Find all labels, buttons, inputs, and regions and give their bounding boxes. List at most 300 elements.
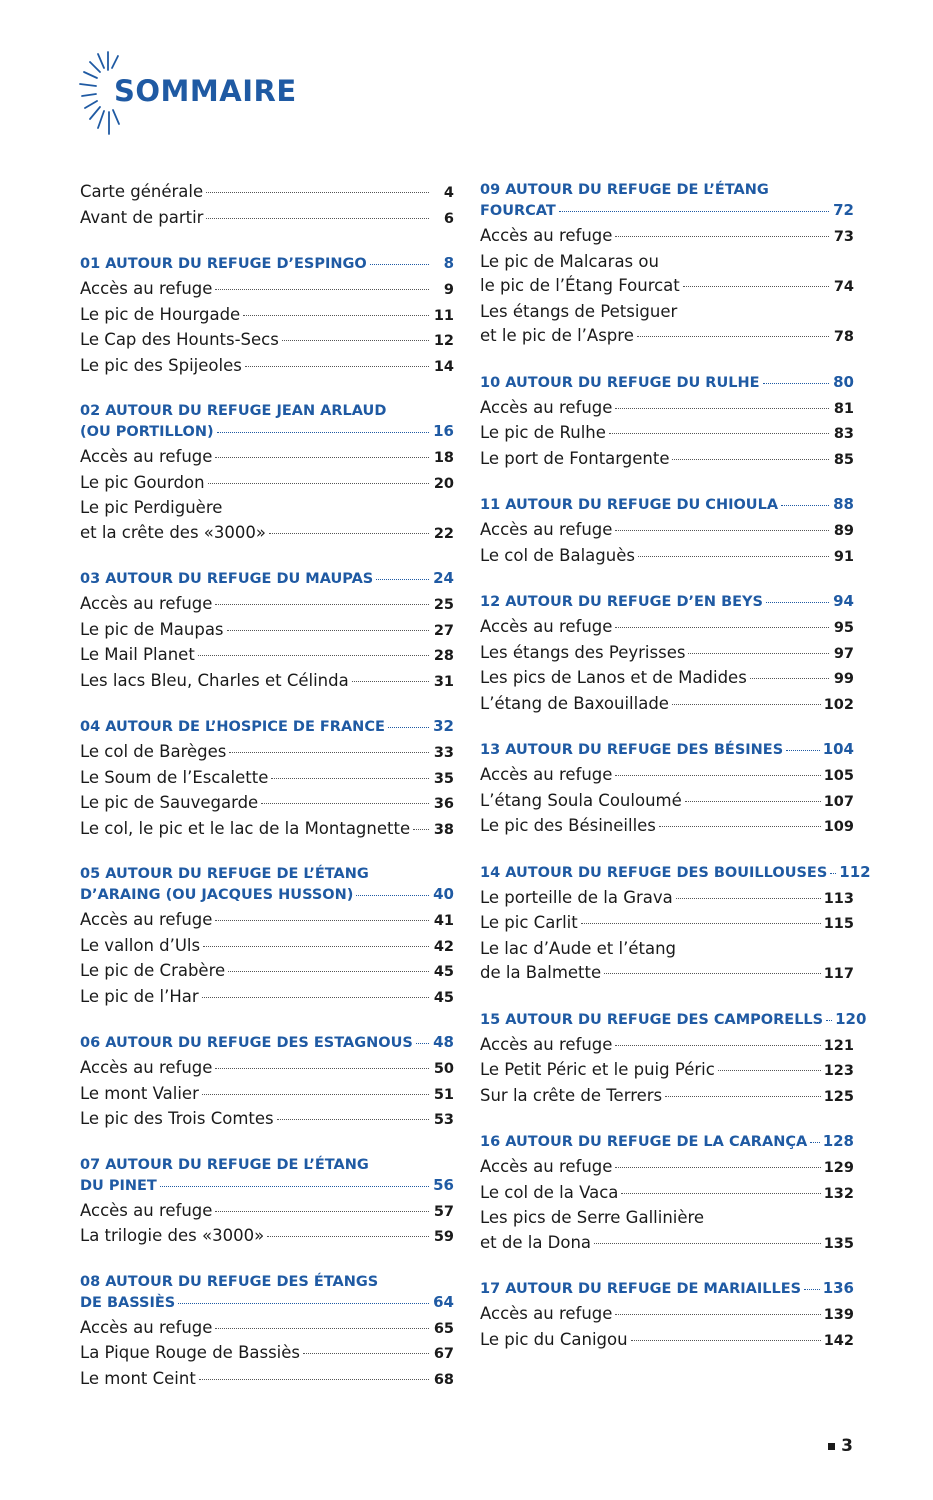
toc-entry[interactable] bbox=[480, 641, 854, 667]
dot-leader bbox=[199, 1379, 429, 1380]
toc-page-number: 35 bbox=[433, 770, 454, 787]
toc-page-number: 80 bbox=[833, 372, 854, 391]
toc-page-number: 91 bbox=[833, 548, 854, 565]
toc-entry-label: Le pic Carlit bbox=[480, 913, 578, 932]
toc-page-number: 24 bbox=[433, 569, 454, 587]
toc-entry[interactable] bbox=[480, 447, 854, 473]
square-bullet-icon bbox=[828, 1443, 835, 1450]
toc-entry-label: DE BASSIÈS bbox=[80, 1294, 176, 1311]
toc-entry[interactable] bbox=[480, 300, 854, 350]
toc-page-number: 104 bbox=[822, 740, 854, 758]
toc-entry-label: 03 AUTOUR DU REFUGE DU MAUPAS bbox=[80, 571, 374, 587]
toc-entry-label: Accès au refuge bbox=[480, 1157, 613, 1176]
toc-entry[interactable] bbox=[480, 1155, 854, 1181]
dot-leader bbox=[282, 340, 429, 341]
toc-page-number: 81 bbox=[833, 400, 854, 417]
toc-page-number: 72 bbox=[833, 201, 854, 219]
toc-page-number: 68 bbox=[433, 1371, 454, 1388]
dot-leader bbox=[672, 704, 821, 705]
toc-section bbox=[480, 1009, 867, 1110]
toc-entry[interactable] bbox=[80, 303, 454, 329]
dot-leader bbox=[786, 750, 820, 751]
toc-page-number: 112 bbox=[839, 862, 871, 881]
toc-entry[interactable] bbox=[480, 396, 854, 422]
toc-section-heading[interactable] bbox=[80, 864, 454, 905]
dot-leader bbox=[261, 803, 429, 804]
toc-entry-label: L’étang de Baxouillade bbox=[480, 693, 669, 713]
toc-entry-label-line1: Les étangs de Petsiguer bbox=[480, 301, 678, 321]
toc-page-number: 42 bbox=[433, 938, 454, 955]
toc-entry-label: Le port de Fontargente bbox=[480, 448, 670, 468]
toc-page-number: 8 bbox=[443, 254, 454, 272]
toc-entry-label: 01 AUTOUR DU REFUGE D’ESPINGO bbox=[80, 256, 367, 272]
toc-entry-label: Accès au refuge bbox=[80, 447, 213, 466]
toc-page-number: 45 bbox=[433, 964, 454, 980]
toc-page-number: 59 bbox=[433, 1229, 454, 1245]
toc-entry-label: La trilogie des «3000» bbox=[80, 1226, 265, 1245]
toc-page-number: 88 bbox=[833, 495, 854, 513]
dot-leader bbox=[615, 236, 829, 237]
toc-entry[interactable] bbox=[80, 1367, 454, 1393]
toc-page-number: 31 bbox=[433, 673, 454, 690]
toc-page-number: 45 bbox=[433, 989, 454, 1006]
toc-right-column bbox=[480, 180, 871, 1375]
toc-entry-label: Les pics de Lanos et de Madides bbox=[480, 668, 747, 687]
toc-entry[interactable] bbox=[80, 1056, 454, 1082]
toc-entry-label: Le porteille de la Grava bbox=[480, 887, 673, 907]
toc-entry[interactable] bbox=[480, 814, 854, 840]
toc-entry-label: Carte générale bbox=[80, 182, 204, 201]
dot-leader bbox=[810, 1142, 819, 1143]
dot-leader bbox=[370, 264, 429, 265]
dot-leader bbox=[604, 973, 821, 974]
toc-entry[interactable] bbox=[480, 1181, 854, 1207]
toc-section-heading[interactable] bbox=[80, 1272, 454, 1313]
page-footer bbox=[828, 1436, 853, 1456]
page-title: SOMMAIRE bbox=[114, 74, 297, 108]
toc-entry[interactable] bbox=[80, 206, 454, 232]
toc-entry-label: et le pic de l’Aspre bbox=[480, 326, 634, 345]
toc-section bbox=[80, 864, 454, 1010]
toc-section bbox=[480, 1278, 854, 1353]
toc-section-heading[interactable] bbox=[80, 568, 454, 589]
toc-section bbox=[80, 180, 454, 231]
toc-entry-label: Accès au refuge bbox=[480, 1034, 613, 1054]
toc-entry-label: Le col de la Vaca bbox=[480, 1182, 619, 1202]
dot-leader bbox=[766, 602, 829, 603]
toc-entry[interactable] bbox=[80, 618, 454, 644]
toc-page-number: 33 bbox=[433, 745, 454, 761]
toc-entry[interactable] bbox=[80, 180, 454, 206]
dot-leader bbox=[271, 778, 429, 779]
dot-leader bbox=[638, 556, 829, 557]
toc-entry[interactable] bbox=[480, 544, 854, 570]
dot-leader bbox=[217, 432, 429, 433]
toc-entry-label: Accès au refuge bbox=[480, 1304, 613, 1323]
toc-entry[interactable] bbox=[480, 692, 854, 718]
toc-entry-label: Accès au refuge bbox=[80, 1200, 213, 1220]
toc-entry-label-line1: 05 AUTOUR DU REFUGE DE L’ÉTANG bbox=[80, 866, 369, 882]
toc-entry-label: 06 AUTOUR DU REFUGE DES ESTAGNOUS bbox=[80, 1035, 413, 1051]
toc-entry-label: Le mont Ceint bbox=[80, 1368, 196, 1388]
dot-leader bbox=[227, 630, 429, 631]
title-block bbox=[78, 48, 318, 144]
dot-leader bbox=[215, 604, 429, 605]
toc-section bbox=[80, 253, 454, 379]
toc-page-number: 53 bbox=[433, 1112, 454, 1128]
toc-entry-label: et de la Dona bbox=[480, 1232, 592, 1252]
toc-entry-label: Accès au refuge bbox=[480, 520, 613, 539]
dot-leader bbox=[245, 366, 429, 367]
toc-entry-label: Accès au refuge bbox=[80, 910, 213, 929]
toc-entry[interactable] bbox=[80, 277, 454, 303]
toc-page-number: 142 bbox=[823, 1332, 854, 1349]
toc-entry[interactable] bbox=[480, 1302, 854, 1328]
toc-entry-label: Sur la crête de Terrers bbox=[480, 1085, 663, 1105]
dot-leader bbox=[594, 1243, 821, 1244]
toc-section-heading[interactable] bbox=[480, 372, 854, 393]
toc-left-column bbox=[80, 180, 454, 1414]
toc-entry[interactable] bbox=[480, 937, 854, 987]
toc-entry-label: Accès au refuge bbox=[480, 226, 613, 245]
toc-entry[interactable] bbox=[480, 666, 854, 692]
toc-entry-label: Le pic Gourdon bbox=[80, 472, 205, 492]
toc-entry[interactable] bbox=[80, 471, 454, 497]
toc-section bbox=[480, 494, 854, 569]
toc-page-number: 97 bbox=[833, 645, 854, 662]
dot-leader bbox=[615, 1167, 820, 1168]
dot-leader bbox=[676, 898, 821, 899]
toc-entry[interactable] bbox=[480, 518, 854, 544]
toc-section bbox=[480, 180, 854, 350]
dot-leader bbox=[416, 1043, 429, 1044]
toc-entry-label: Accès au refuge bbox=[80, 279, 213, 298]
dot-leader bbox=[763, 383, 829, 384]
dot-leader bbox=[206, 192, 429, 193]
dot-leader bbox=[303, 1353, 429, 1354]
dot-leader bbox=[178, 1303, 429, 1304]
toc-entry-label: Accès au refuge bbox=[80, 594, 213, 613]
toc-page-number: 121 bbox=[823, 1037, 854, 1054]
toc-entry[interactable] bbox=[80, 908, 454, 934]
toc-entry[interactable] bbox=[80, 328, 454, 354]
toc-section bbox=[480, 862, 871, 987]
toc-page-number: 117 bbox=[823, 966, 854, 982]
toc-page-number: 12 bbox=[433, 333, 454, 349]
toc-entry[interactable] bbox=[480, 224, 854, 250]
dot-leader bbox=[615, 1314, 820, 1315]
toc-page-number: 22 bbox=[433, 525, 454, 542]
toc-entry[interactable] bbox=[80, 1224, 454, 1250]
toc-page-number: 38 bbox=[433, 821, 454, 838]
toc-section-heading[interactable] bbox=[480, 1278, 854, 1299]
toc-page-number: 64 bbox=[433, 1292, 454, 1311]
toc-entry-label: Avant de partir bbox=[80, 207, 204, 227]
dot-leader bbox=[215, 457, 429, 458]
toc-entry-label: Accès au refuge bbox=[480, 397, 613, 417]
toc-entry[interactable] bbox=[80, 592, 454, 618]
toc-entry-label: 04 AUTOUR DE L’HOSPICE DE FRANCE bbox=[80, 719, 385, 735]
toc-page-number: 123 bbox=[823, 1063, 854, 1079]
toc-section-heading[interactable] bbox=[480, 494, 854, 515]
toc-entry-label: Le pic de Hourgade bbox=[80, 304, 241, 324]
toc-page-number: 109 bbox=[823, 819, 854, 835]
toc-entry-label: Le col, le pic et le lac de la Montagnette bbox=[80, 818, 411, 838]
toc-page-number: 89 bbox=[833, 523, 854, 539]
toc-page-number: 105 bbox=[823, 768, 854, 784]
toc-entry[interactable] bbox=[80, 1341, 454, 1367]
dot-leader bbox=[208, 483, 429, 484]
toc-entry[interactable] bbox=[80, 791, 454, 817]
toc-page-number: 50 bbox=[433, 1061, 454, 1077]
toc-page-number: 36 bbox=[433, 796, 454, 812]
toc-entry[interactable] bbox=[80, 934, 454, 960]
dot-leader bbox=[781, 505, 829, 506]
toc-entry[interactable] bbox=[480, 1206, 854, 1256]
toc-entry-label: 13 AUTOUR DU REFUGE DES BÉSINES bbox=[480, 742, 784, 758]
toc-page-number: 78 bbox=[833, 329, 854, 345]
toc-entry-label: Le Cap des Hounts-Secs bbox=[80, 330, 279, 349]
toc-entry[interactable] bbox=[80, 1107, 454, 1133]
toc-entry[interactable] bbox=[80, 643, 454, 669]
toc-page-number: 85 bbox=[833, 451, 854, 468]
toc-section-heading[interactable] bbox=[480, 1131, 854, 1152]
dot-leader bbox=[277, 1119, 429, 1120]
toc-entry-label: Le Petit Péric et le puig Péric bbox=[480, 1060, 715, 1079]
toc-entry[interactable] bbox=[80, 1082, 454, 1108]
toc-page-number: 51 bbox=[433, 1086, 454, 1103]
dot-leader bbox=[615, 627, 829, 628]
toc-entry[interactable] bbox=[480, 250, 854, 300]
toc-page-number: 16 bbox=[433, 422, 454, 440]
toc-entry-label: 12 AUTOUR DU REFUGE D’EN BEYS bbox=[480, 594, 763, 610]
toc-entry[interactable] bbox=[80, 445, 454, 471]
dot-leader bbox=[750, 678, 829, 679]
dot-leader bbox=[672, 459, 829, 460]
dot-leader bbox=[581, 923, 821, 924]
toc-entry-label: Le vallon d’Uls bbox=[80, 935, 201, 955]
dot-leader bbox=[203, 946, 429, 947]
toc-page-number: 129 bbox=[823, 1160, 854, 1176]
toc-page-number: 65 bbox=[433, 1320, 454, 1337]
toc-page-number: 113 bbox=[823, 890, 854, 907]
toc-entry[interactable] bbox=[80, 1199, 454, 1225]
toc-entry-label-line1: Les pics de Serre Gallinière bbox=[480, 1208, 705, 1227]
toc-page-number: 28 bbox=[433, 648, 454, 664]
toc-entry-label: La Pique Rouge de Bassiès bbox=[80, 1343, 301, 1362]
dot-leader bbox=[826, 1020, 832, 1021]
toc-entry[interactable] bbox=[480, 763, 854, 789]
toc-page-number: 9 bbox=[443, 282, 454, 298]
toc-section-heading[interactable] bbox=[480, 591, 854, 612]
toc-entry-label: Le pic de Crabère bbox=[80, 961, 226, 980]
dot-leader bbox=[215, 1068, 429, 1069]
toc-entry[interactable] bbox=[80, 496, 454, 546]
toc-page-number: 139 bbox=[823, 1307, 854, 1323]
toc-page-number: 4 bbox=[443, 185, 454, 201]
dot-leader bbox=[631, 1340, 821, 1341]
toc-page-number: 27 bbox=[433, 622, 454, 639]
toc-section bbox=[480, 739, 854, 840]
dot-leader bbox=[830, 873, 836, 874]
toc-section-heading[interactable] bbox=[480, 180, 854, 221]
toc-page-number: 120 bbox=[835, 1009, 867, 1028]
toc-page-number: 25 bbox=[433, 597, 454, 613]
toc-section-heading[interactable] bbox=[80, 253, 454, 274]
toc-entry-label: DU PINET bbox=[80, 1177, 157, 1194]
toc-entry-label: 11 AUTOUR DU REFUGE DU CHIOULA bbox=[480, 497, 779, 513]
toc-page-number: 94 bbox=[833, 592, 854, 610]
toc-entry-label: Accès au refuge bbox=[480, 765, 613, 784]
toc-entry[interactable] bbox=[480, 421, 854, 447]
toc-entry[interactable] bbox=[480, 1033, 854, 1059]
dot-leader bbox=[609, 433, 829, 434]
toc-page-number: 83 bbox=[833, 426, 854, 442]
toc-entry-label: Le pic des Trois Comtes bbox=[80, 1109, 274, 1128]
toc-page-number: 73 bbox=[833, 229, 854, 245]
toc-entry[interactable] bbox=[80, 817, 454, 843]
toc-page-number: 74 bbox=[833, 279, 854, 295]
dot-leader bbox=[356, 895, 429, 896]
toc-section bbox=[480, 372, 854, 473]
toc-section bbox=[80, 568, 454, 694]
dot-leader bbox=[615, 775, 820, 776]
toc-section bbox=[80, 716, 454, 842]
toc-section bbox=[480, 591, 854, 717]
toc-entry-label-line1: 07 AUTOUR DU REFUGE DE L’ÉTANG bbox=[80, 1156, 369, 1173]
toc-entry-label: 14 AUTOUR DU REFUGE DES BOUILLOUSES bbox=[480, 864, 828, 881]
toc-section-heading[interactable] bbox=[480, 739, 854, 760]
dot-leader bbox=[665, 1096, 821, 1097]
dot-leader bbox=[352, 681, 429, 682]
dot-leader bbox=[228, 971, 429, 972]
dot-leader bbox=[659, 826, 821, 827]
toc-page-number: 128 bbox=[822, 1132, 854, 1150]
toc-page-number: 20 bbox=[433, 475, 454, 492]
toc-entry[interactable] bbox=[480, 1058, 854, 1084]
toc-entry-label: 17 AUTOUR DU REFUGE DE MARIAILLES bbox=[480, 1281, 802, 1297]
toc-entry[interactable] bbox=[80, 1316, 454, 1342]
toc-entry-label: de la Balmette bbox=[480, 963, 602, 982]
toc-entry[interactable] bbox=[480, 1328, 854, 1354]
toc-page-number: 48 bbox=[433, 1033, 454, 1051]
dot-leader bbox=[688, 653, 829, 654]
toc-entry[interactable] bbox=[480, 1084, 854, 1110]
dot-leader bbox=[615, 1045, 820, 1046]
toc-entry-label-line1: 02 AUTOUR DU REFUGE JEAN ARLAUD bbox=[80, 403, 387, 419]
toc-entry[interactable] bbox=[80, 354, 454, 380]
toc-entry[interactable] bbox=[80, 985, 454, 1011]
toc-section bbox=[80, 1272, 454, 1393]
toc-entry-label: Le col de Balaguès bbox=[480, 545, 635, 565]
toc-section-heading[interactable] bbox=[80, 1155, 454, 1196]
toc-section-heading[interactable] bbox=[480, 862, 871, 883]
toc-entry-label: D’ARAING (OU JACQUES HUSSON) bbox=[80, 887, 354, 903]
toc-section bbox=[480, 1131, 854, 1256]
toc-section bbox=[80, 1155, 454, 1250]
dot-leader bbox=[376, 579, 429, 580]
toc-page-number: 135 bbox=[823, 1235, 854, 1252]
dot-leader bbox=[206, 218, 429, 219]
dot-leader bbox=[267, 1236, 429, 1237]
toc-entry-label: Le pic de l’Har bbox=[80, 986, 199, 1006]
toc-entry-label: 15 AUTOUR DU REFUGE DES CAMPORELLS bbox=[480, 1011, 824, 1028]
toc-section bbox=[80, 401, 454, 546]
toc-page-number: 41 bbox=[433, 913, 454, 929]
dot-leader bbox=[202, 1094, 429, 1095]
toc-page-number: 57 bbox=[433, 1203, 454, 1220]
toc-entry-label: Le col de Barèges bbox=[80, 742, 227, 761]
toc-section-heading[interactable] bbox=[80, 1032, 454, 1053]
toc-page-number: 102 bbox=[823, 696, 854, 713]
toc-entry-label: Les lacs Bleu, Charles et Célinda bbox=[80, 670, 349, 690]
toc-page-number: 107 bbox=[823, 793, 854, 810]
toc-page-number: 6 bbox=[443, 210, 454, 227]
toc-entry-label: FOURCAT bbox=[480, 203, 556, 219]
dot-leader bbox=[683, 286, 829, 287]
dot-leader bbox=[685, 801, 821, 802]
toc-entry[interactable] bbox=[480, 886, 854, 912]
toc-page-number: 125 bbox=[823, 1088, 854, 1105]
toc-entry-label: Accès au refuge bbox=[80, 1317, 213, 1337]
toc-entry-label-line1: Le pic de Malcaras ou bbox=[480, 251, 659, 271]
toc-entry[interactable] bbox=[480, 615, 854, 641]
toc-entry-label: Le pic de Sauvegarde bbox=[80, 793, 259, 812]
dot-leader bbox=[637, 336, 829, 337]
dot-leader bbox=[215, 1211, 429, 1212]
dot-leader bbox=[621, 1193, 820, 1194]
dot-leader bbox=[615, 408, 829, 409]
toc-section-heading[interactable] bbox=[480, 1009, 867, 1030]
toc-page-number: 99 bbox=[833, 671, 854, 687]
dot-leader bbox=[202, 997, 429, 998]
toc-section-heading[interactable] bbox=[80, 401, 454, 442]
toc-entry-label: (OU PORTILLON) bbox=[80, 424, 214, 440]
toc-page-number: 132 bbox=[823, 1185, 854, 1202]
toc-entry[interactable] bbox=[480, 911, 854, 937]
toc-page-number: 67 bbox=[433, 1346, 454, 1362]
toc-entry-label: Le pic des Spijeoles bbox=[80, 355, 242, 375]
toc-entry-label: Le Mail Planet bbox=[80, 645, 195, 664]
toc-entry[interactable] bbox=[80, 740, 454, 766]
dot-leader bbox=[615, 530, 829, 531]
toc-section-heading[interactable] bbox=[80, 716, 454, 737]
dot-leader bbox=[413, 829, 429, 830]
dot-leader bbox=[559, 211, 829, 212]
toc-entry-label-line1: Le lac d’Aude et l’étang bbox=[480, 938, 677, 958]
toc-entry-label: Les étangs des Peyrisses bbox=[480, 642, 686, 662]
toc-entry-label-line1: Le pic Perdiguère bbox=[80, 498, 223, 517]
toc-section bbox=[80, 1032, 454, 1133]
toc-entry[interactable] bbox=[80, 766, 454, 792]
toc-entry-label: Le pic de Rulhe bbox=[480, 423, 606, 442]
toc-entry-label: Le pic des Bésineilles bbox=[480, 816, 656, 835]
toc-page-number: 115 bbox=[823, 916, 854, 932]
toc-entry-label: 10 AUTOUR DU REFUGE DU RULHE bbox=[480, 374, 760, 391]
dot-leader bbox=[215, 920, 429, 921]
toc-page-number: 14 bbox=[433, 358, 454, 375]
toc-page-number: 95 bbox=[833, 620, 854, 636]
toc-entry-label-line1: 09 AUTOUR DU REFUGE DE L’ÉTANG bbox=[480, 182, 769, 198]
dot-leader bbox=[229, 752, 429, 753]
toc-entry[interactable] bbox=[480, 789, 854, 815]
dot-leader bbox=[215, 289, 429, 290]
toc-entry[interactable] bbox=[80, 669, 454, 695]
toc-entry[interactable] bbox=[80, 959, 454, 985]
toc-page-number: 18 bbox=[433, 450, 454, 466]
toc-entry-label: Accès au refuge bbox=[480, 617, 613, 636]
toc-page-number: 32 bbox=[433, 717, 454, 735]
